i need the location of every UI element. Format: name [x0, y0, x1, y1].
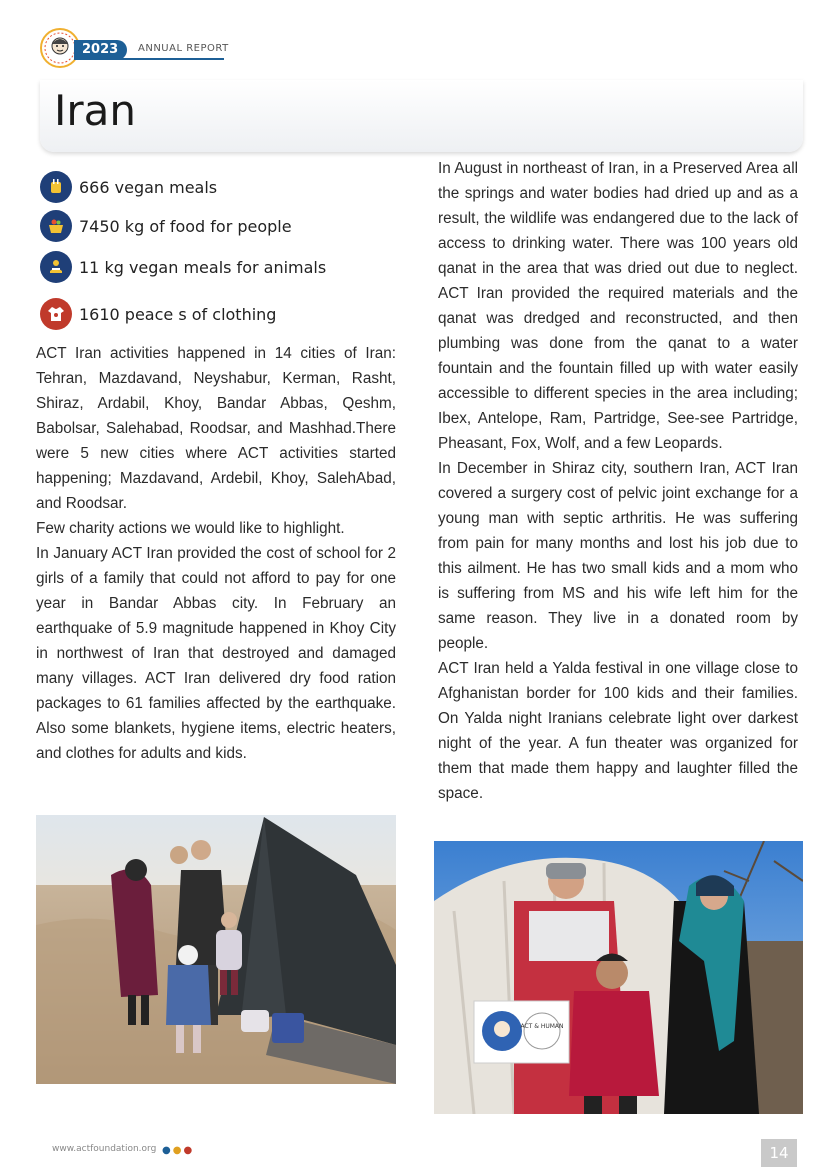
food-basket-icon — [40, 210, 72, 242]
left-text-column — [36, 341, 396, 766]
food-bowl-icon — [40, 171, 72, 203]
paragraph: ACT Iran held a Yalda festival in one village close to Afghanistan border for 100 kids and their families. On Yalda night Iranians celebrate light over darkest night of the year. A fun theater was organized for them that made them happy and laughter filled the space. — [438, 660, 798, 802]
stat-item — [40, 170, 217, 204]
paragraph: Few charity actions we would like to highlight. — [36, 520, 345, 537]
clothing-icon — [40, 298, 72, 330]
paragraph: ACT Iran activities happened in 14 cities of Iran: Tehran, Mazdavand, Neyshabur, Kerman, Rasht, Shiraz, Ardabil, Khoy, Bandar Abbas, Qeshm, Babolsar, Salehabad, Roodsar, and Mashhad.There were 5 new cities where ACT activities started happening; Mazdavand, Ardebil, Khoy, SalehAbad, and Roodsar. — [36, 345, 396, 512]
photo-yalda-festival — [434, 841, 803, 1114]
stat-label: 1610 peace s of clothing — [79, 304, 277, 324]
dot-icon: ● — [172, 1145, 184, 1156]
stat-item — [40, 297, 276, 331]
footer-dots — [162, 1145, 194, 1156]
sign-text: ACT & HUMAN — [520, 1023, 564, 1030]
page-number: 14 — [761, 1139, 797, 1167]
report-year-badge: 2023 — [74, 40, 127, 60]
paragraph: In January ACT Iran provided the cost of school for 2 girls of a family that could not afford to pay for one year in Bandar Abbas city. In February an earthquake of 5.9 magnitude happened in Khoy City in northwest of Iran that destroyed and damaged many villages. ACT Iran delivered dry food ration packages to 61 families affected by the earthquake. Also some blankets, hygiene items, electric heaters, and clothes for adults and kids. — [36, 545, 396, 762]
dot-icon: ● — [162, 1145, 173, 1156]
page-title: Iran — [54, 86, 137, 135]
footer-website: www.actfoundation.org — [52, 1144, 157, 1154]
paragraph: In August in northeast of Iran, in a Preserved Area all the springs and water bodies had dried up and as a result, the wildlife was endangered due to the lack of access to drinking water. There was 100 years old qanat in the area that was dried out due to neglect. ACT Iran provided the required materials and the qanat was dredged and reconstructed, and then plumbing was done from the qanat to a water fountain and the fountain filled up with water easily accessible to different species in the area including; Ibex, Antelope, Ram, Partridge, See-see Partridge, Pheasant, Fox, Wolf, and a few Leopards. — [438, 160, 798, 452]
title-banner — [40, 80, 803, 152]
stat-label: 666 vegan meals — [79, 177, 218, 197]
animal-feeding-icon — [40, 251, 72, 283]
stat-label: 7450 kg of food for people — [79, 216, 292, 236]
annual-report-label: ANNUAL REPORT — [138, 43, 229, 54]
photo-family-tent — [36, 815, 396, 1084]
right-text-column — [438, 156, 798, 806]
stat-item — [40, 250, 326, 284]
dot-icon: ● — [183, 1145, 195, 1156]
paragraph: In December in Shiraz city, southern Iran, ACT Iran covered a surgery cost of pelvic joint exchange for a young man with septic arthritis. He was suffering from pain for many months and lost his job due to this ailment. He has two small kids and a mom who is suffering from MS and his wife left him for the same reason. They live in a donated room by people. — [438, 460, 798, 652]
header-divider — [76, 58, 224, 60]
stat-item — [40, 209, 292, 243]
stat-label: 11 kg vegan meals for animals — [79, 257, 327, 277]
